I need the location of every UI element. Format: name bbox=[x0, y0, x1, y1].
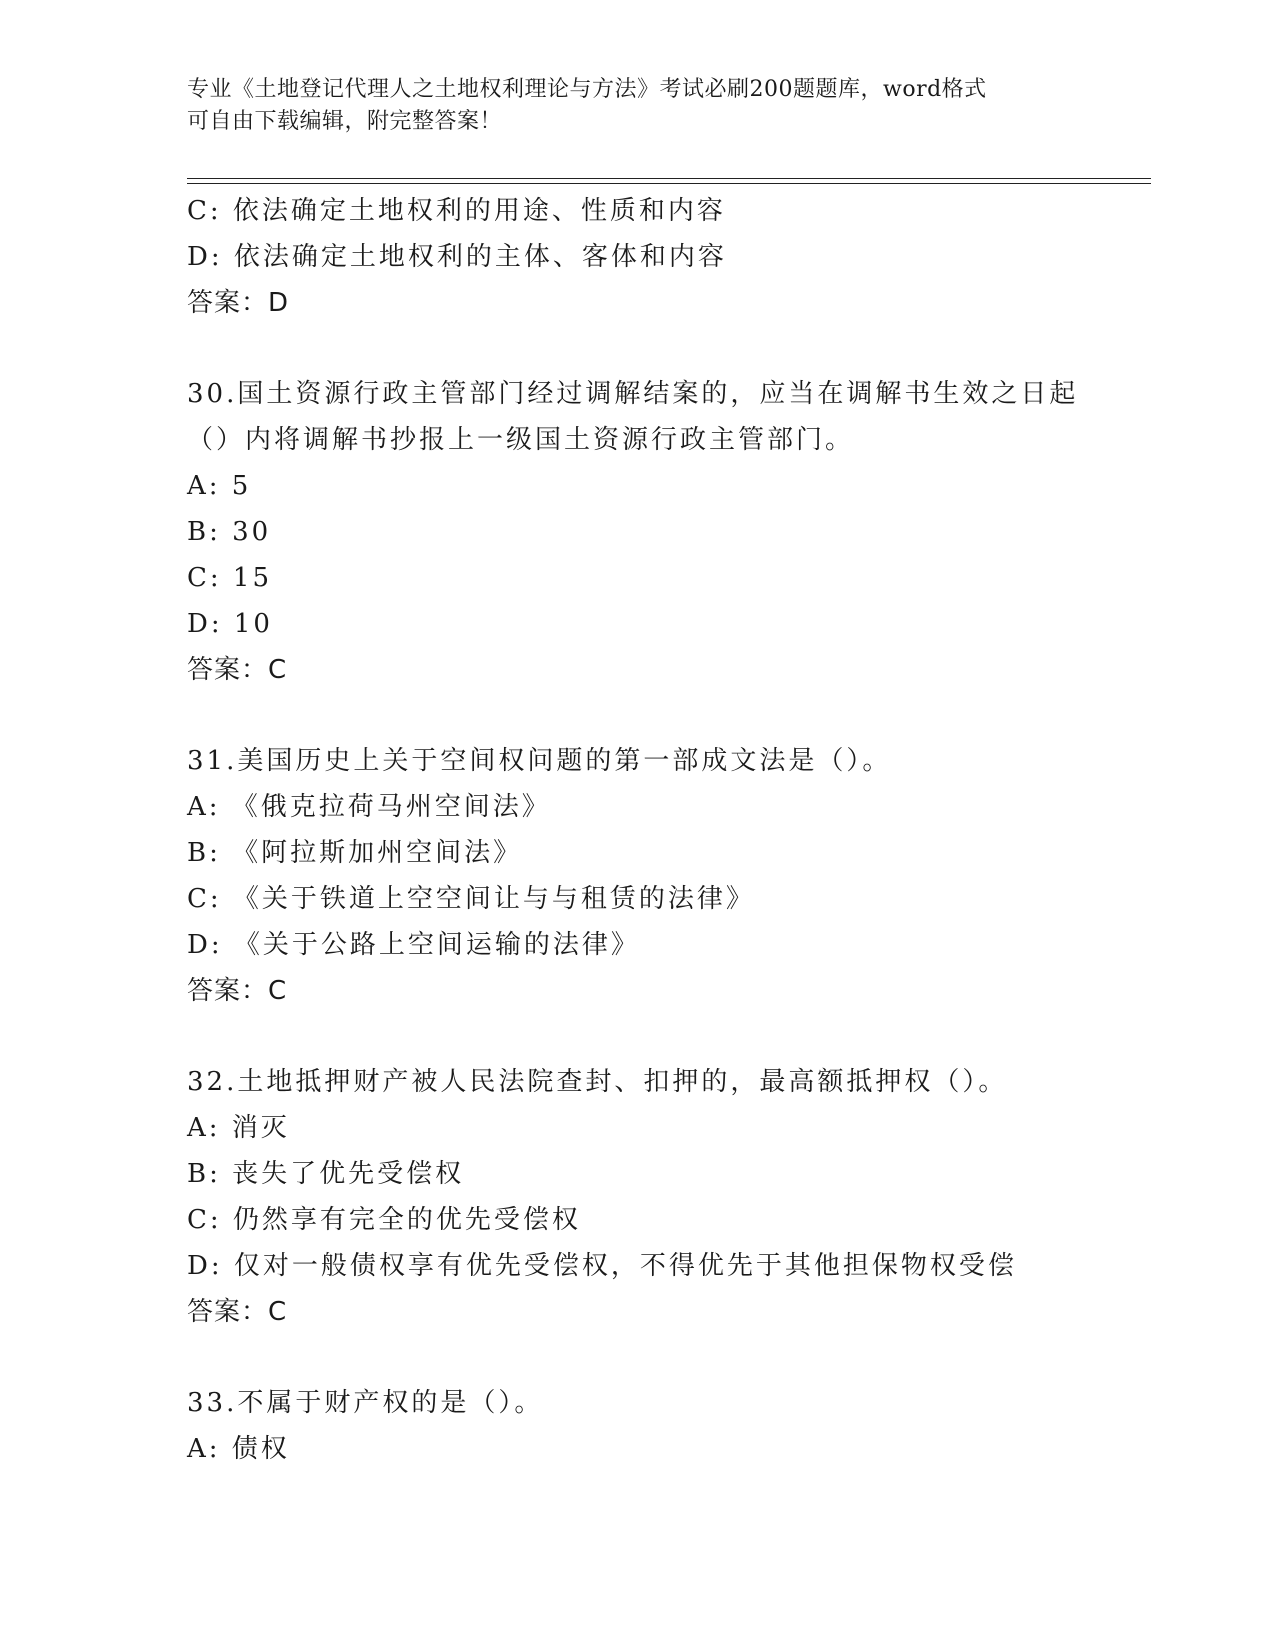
question-stem: 33.不属于财产权的是（）。 bbox=[187, 1388, 544, 1418]
answer-label: 答案：C bbox=[187, 655, 288, 685]
question-block-33 bbox=[187, 1380, 1147, 1472]
header-divider-top bbox=[187, 178, 1151, 179]
answer-label: 答案：C bbox=[187, 976, 288, 1006]
header-divider-bottom bbox=[187, 183, 1151, 184]
option-b: B: 《阿拉斯加州空间法》 bbox=[187, 838, 523, 868]
option-d: D: 《关于公路上空间运输的法律》 bbox=[187, 930, 640, 960]
question-stem: 31.美国历史上关于空间权问题的第一部成文法是（）。 bbox=[187, 746, 892, 776]
option-c: C: 仍然享有完全的优先受偿权 bbox=[187, 1205, 581, 1235]
option-b: B: 30 bbox=[187, 517, 272, 547]
option-a: A: 5 bbox=[187, 471, 252, 501]
question-stem: 30.国土资源行政主管部门经过调解结案的，应当在调解书生效之日起 bbox=[187, 379, 1079, 409]
option-a: A: 债权 bbox=[187, 1434, 290, 1464]
option-d: D: 依法确定土地权利的主体、客体和内容 bbox=[187, 242, 727, 272]
option-c: C: 15 bbox=[187, 563, 273, 593]
option-b: B: 丧失了优先受偿权 bbox=[187, 1159, 465, 1189]
option-a: A: 《俄克拉荷马州空间法》 bbox=[187, 792, 551, 822]
question-block-prev bbox=[187, 188, 1147, 326]
header-line-2: 可自由下载编辑，附完整答案！ bbox=[187, 109, 503, 134]
option-c: C: 依法确定土地权利的用途、性质和内容 bbox=[187, 196, 726, 226]
answer-label: 答案：D bbox=[187, 288, 290, 318]
question-list bbox=[187, 188, 1147, 1472]
option-c: C: 《关于铁道上空空间让与与租赁的法律》 bbox=[187, 884, 755, 914]
option-d: D: 仅对一般债权享有优先受偿权，不得优先于其他担保物权受偿 bbox=[187, 1251, 1017, 1281]
question-block-31 bbox=[187, 738, 1147, 1014]
question-block-30 bbox=[187, 371, 1147, 693]
question-block-32 bbox=[187, 1059, 1147, 1335]
option-a: A: 消灭 bbox=[187, 1113, 290, 1143]
option-d: D: 10 bbox=[187, 609, 273, 639]
question-stem: 32.土地抵押财产被人民法院查封、扣押的，最高额抵押权（）。 bbox=[187, 1067, 1008, 1097]
answer-label: 答案：C bbox=[187, 1297, 288, 1327]
question-stem-continued: （）内将调解书抄报上一级国土资源行政主管部门。 bbox=[187, 425, 855, 455]
document-header bbox=[187, 74, 1087, 138]
header-line-1: 专业《土地登记代理人之土地权利理论与方法》考试必刷200题题库，word格式 bbox=[187, 77, 987, 102]
